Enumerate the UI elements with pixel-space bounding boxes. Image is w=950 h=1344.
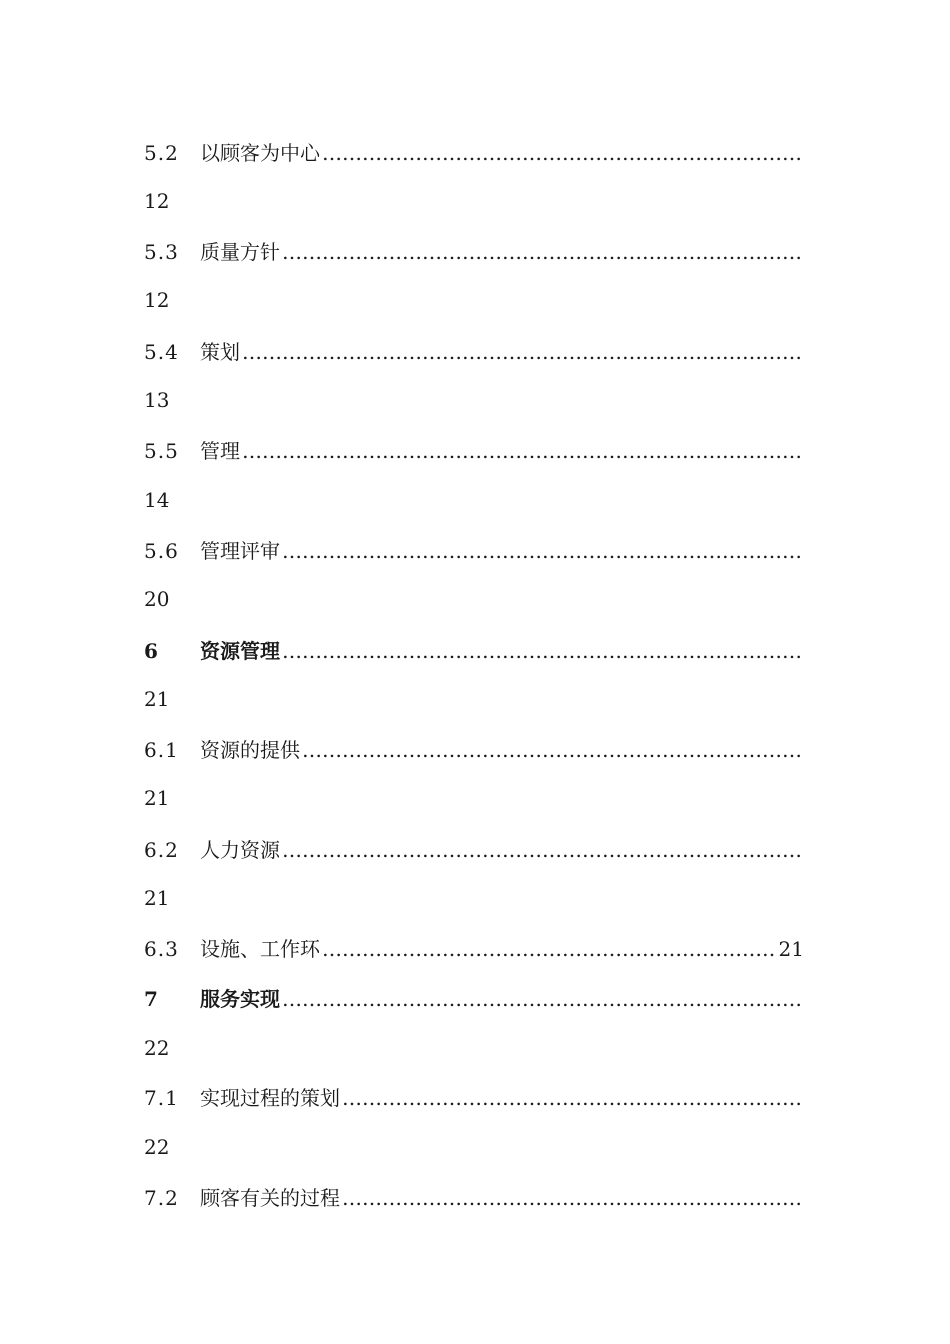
toc-number: 6.2	[144, 838, 179, 862]
toc-number: 5.6	[144, 539, 179, 563]
toc-number: 7.1	[144, 1086, 179, 1110]
toc-entry-5-5[interactable]	[144, 435, 804, 465]
toc-page-number: 21	[144, 786, 170, 810]
dot-leader	[342, 1086, 804, 1110]
toc-title: 资源管理	[200, 639, 280, 663]
toc-page-number: 21	[144, 687, 170, 711]
toc-title: 管理评审	[200, 539, 280, 563]
toc-entry-6-2[interactable]	[144, 834, 804, 864]
toc-entry-5-3[interactable]	[144, 236, 804, 266]
toc-page-number: 12	[144, 189, 170, 213]
toc-page-number: 12	[144, 288, 170, 312]
dot-leader	[342, 1186, 804, 1210]
dot-leader	[282, 838, 804, 862]
toc-entry-5-6[interactable]	[144, 535, 804, 565]
toc-entry-7-1[interactable]	[144, 1082, 804, 1112]
toc-entry-5-4[interactable]	[144, 336, 804, 366]
toc-number: 6	[144, 639, 159, 663]
toc-number: 6.3	[144, 937, 179, 961]
dot-leader	[282, 240, 804, 264]
toc-page-number: 14	[144, 488, 170, 512]
toc-page-number: 20	[144, 587, 170, 611]
toc-title: 顾客有关的过程	[200, 1186, 340, 1210]
toc-entry-7[interactable]	[144, 983, 804, 1013]
toc-page-number: 21	[144, 886, 170, 910]
toc-number: 7	[144, 987, 159, 1011]
toc-entry-5-2[interactable]	[144, 137, 804, 167]
toc-page-number: 21	[778, 937, 804, 961]
toc-entry-6-3[interactable]	[144, 933, 804, 963]
toc-number: 7.2	[144, 1186, 179, 1210]
dot-leader	[322, 937, 777, 961]
toc-number: 5.2	[144, 141, 179, 165]
toc-page-number: 13	[144, 388, 170, 412]
toc-number: 5.4	[144, 340, 179, 364]
toc-title: 资源的提供	[200, 738, 300, 762]
toc-page-number: 22	[144, 1135, 170, 1159]
toc-title: 设施、工作环	[200, 937, 320, 961]
toc-entry-6-1[interactable]	[144, 734, 804, 764]
toc-number: 5.5	[144, 439, 179, 463]
toc-title: 管理	[200, 439, 240, 463]
toc-title: 策划	[200, 340, 240, 364]
toc-page-number: 22	[144, 1036, 170, 1060]
dot-leader	[302, 738, 804, 762]
dot-leader	[322, 141, 804, 165]
toc-entry-6[interactable]	[144, 635, 804, 665]
toc-number: 5.3	[144, 240, 179, 264]
toc-title: 质量方针	[200, 240, 280, 264]
toc-title: 实现过程的策划	[200, 1086, 340, 1110]
dot-leader	[242, 340, 804, 364]
dot-leader	[282, 987, 804, 1011]
toc-title: 人力资源	[200, 838, 280, 862]
toc-title: 以顾客为中心	[200, 141, 320, 165]
dot-leader	[282, 539, 804, 563]
toc-title: 服务实现	[200, 987, 280, 1011]
dot-leader	[242, 439, 804, 463]
toc-entry-7-2[interactable]	[144, 1182, 804, 1212]
toc-number: 6.1	[144, 738, 179, 762]
dot-leader	[282, 639, 804, 663]
